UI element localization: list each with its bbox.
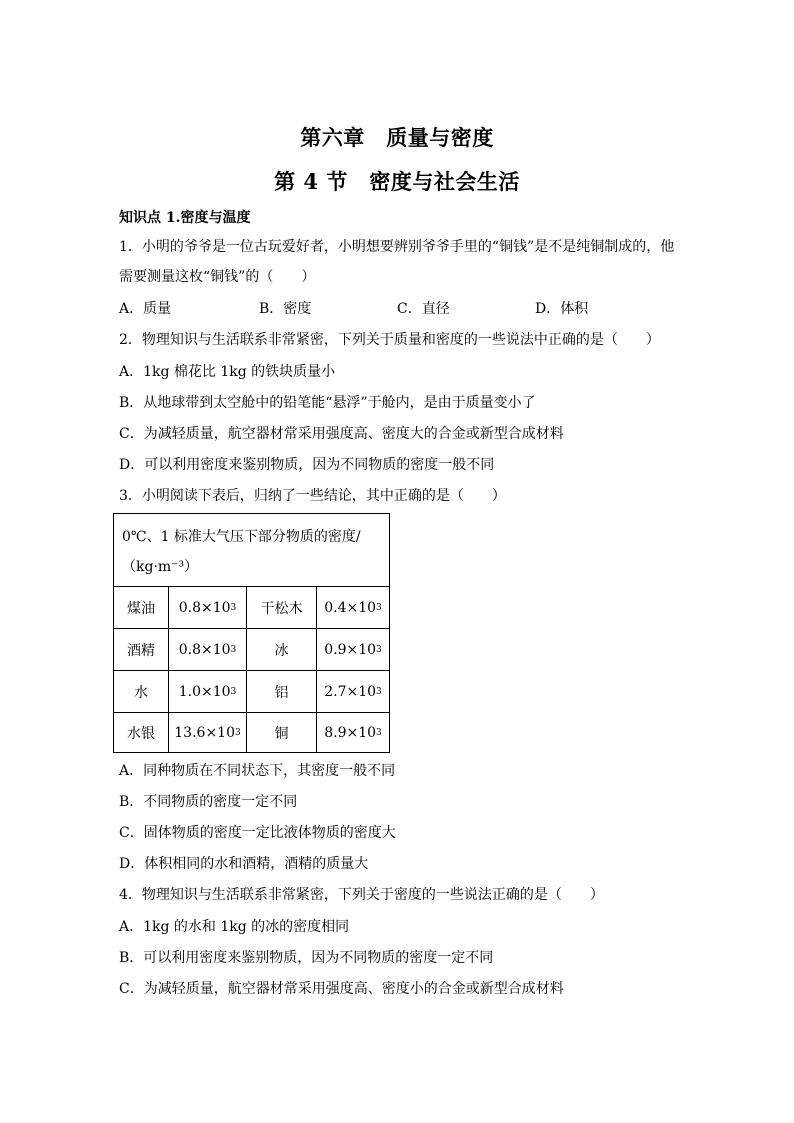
material-name: 冰: [247, 629, 317, 670]
density-value: 13.6×10 3: [169, 713, 247, 752]
question-3-option-d[interactable]: D．体积相同的水和酒精，酒精的质量大: [119, 856, 369, 872]
question-1-stem-line2: 需要测量这枚“铜钱”的（ ）: [119, 269, 316, 285]
question-1-option-b[interactable]: B．密度: [259, 301, 312, 317]
material-name: 煤油: [114, 587, 169, 628]
table-row: [114, 713, 389, 752]
question-1-option-d[interactable]: D．体积: [535, 301, 589, 317]
material-name: 酒精: [114, 629, 169, 670]
density-value: 0.9×10 3: [324, 641, 382, 658]
density-table: [113, 513, 390, 753]
question-1-options: [119, 299, 679, 319]
table-caption-line1: 0℃、1 标准大气压下部分物质的密度/: [122, 529, 361, 545]
question-3-stem: 3．小明阅读下表后，归纳了一些结论，其中正确的是（ ）: [119, 488, 506, 504]
material-name: 干松木: [247, 587, 317, 628]
material-name: 水银: [114, 713, 169, 752]
question-2-option-c[interactable]: C．为减轻质量，航空器材常采用强度高、密度大的合金或新型合成材料: [119, 426, 564, 442]
density-value: 8.9×10 3: [324, 724, 382, 741]
table-row: [114, 587, 389, 629]
question-4-stem: 4．物理知识与生活联系非常紧密，下列关于密度的一些说法正确的是（ ）: [119, 887, 604, 903]
question-4-option-a[interactable]: A．1kg 的水和 1kg 的冰的密度相同: [119, 919, 350, 935]
question-3-option-a[interactable]: A．同种物质在不同状态下，其密度一般不同: [119, 763, 396, 779]
table-row: [114, 629, 389, 671]
question-4-option-c[interactable]: C．为减轻质量，航空器材常采用强度高、密度小的合金或新型合成材料: [119, 981, 564, 997]
table-row: [114, 671, 389, 713]
material-name: 铜: [247, 713, 317, 752]
density-value: 0.8×10 3: [169, 587, 247, 628]
question-3-option-b[interactable]: B．不同物质的密度一定不同: [119, 794, 298, 810]
table-caption-line2: （kg·m⁻³）: [122, 559, 199, 575]
question-1-stem-line1: 1．小明的爷爷是一位古玩爱好者，小明想要辨别爷爷手里的“铜钱”是不是纯铜制成的，他: [119, 239, 675, 255]
material-name: 水: [114, 671, 169, 712]
table-caption: [114, 514, 389, 587]
question-3-option-c[interactable]: C．固体物质的密度一定比液体物质的密度大: [119, 825, 396, 841]
question-1-option-a[interactable]: A．质量: [119, 301, 172, 317]
question-4-option-b[interactable]: B．可以利用密度来鉴别物质，因为不同物质的密度一定不同: [119, 950, 494, 966]
density-value: 0.8×10 3: [169, 629, 247, 670]
density-value: 1.0×10 3: [169, 671, 247, 712]
knowledge-point-heading: 知识点 1.密度与温度: [119, 210, 251, 226]
material-name: 铝: [247, 671, 317, 712]
question-2-stem: 2．物理知识与生活联系非常紧密，下列关于质量和密度的一些说法中正确的是（ ）: [119, 332, 660, 348]
question-2-option-a[interactable]: A．1kg 棉花比 1kg 的铁块质量小: [119, 364, 336, 380]
density-value: 2.7×10 3: [324, 683, 382, 700]
question-1-option-c[interactable]: C．直径: [397, 301, 450, 317]
chapter-title: 第六章 质量与密度: [300, 125, 494, 150]
question-2-option-d[interactable]: D．可以利用密度来鉴别物质，因为不同物质的密度一般不同: [119, 457, 495, 473]
question-2-option-b[interactable]: B．从地球带到太空舱中的铅笔能“悬浮”于舱内，是由于质量变小了: [119, 395, 536, 411]
density-value: 0.4×10 3: [324, 599, 382, 616]
section-title: 第 4 节 密度与社会生活: [274, 169, 520, 194]
